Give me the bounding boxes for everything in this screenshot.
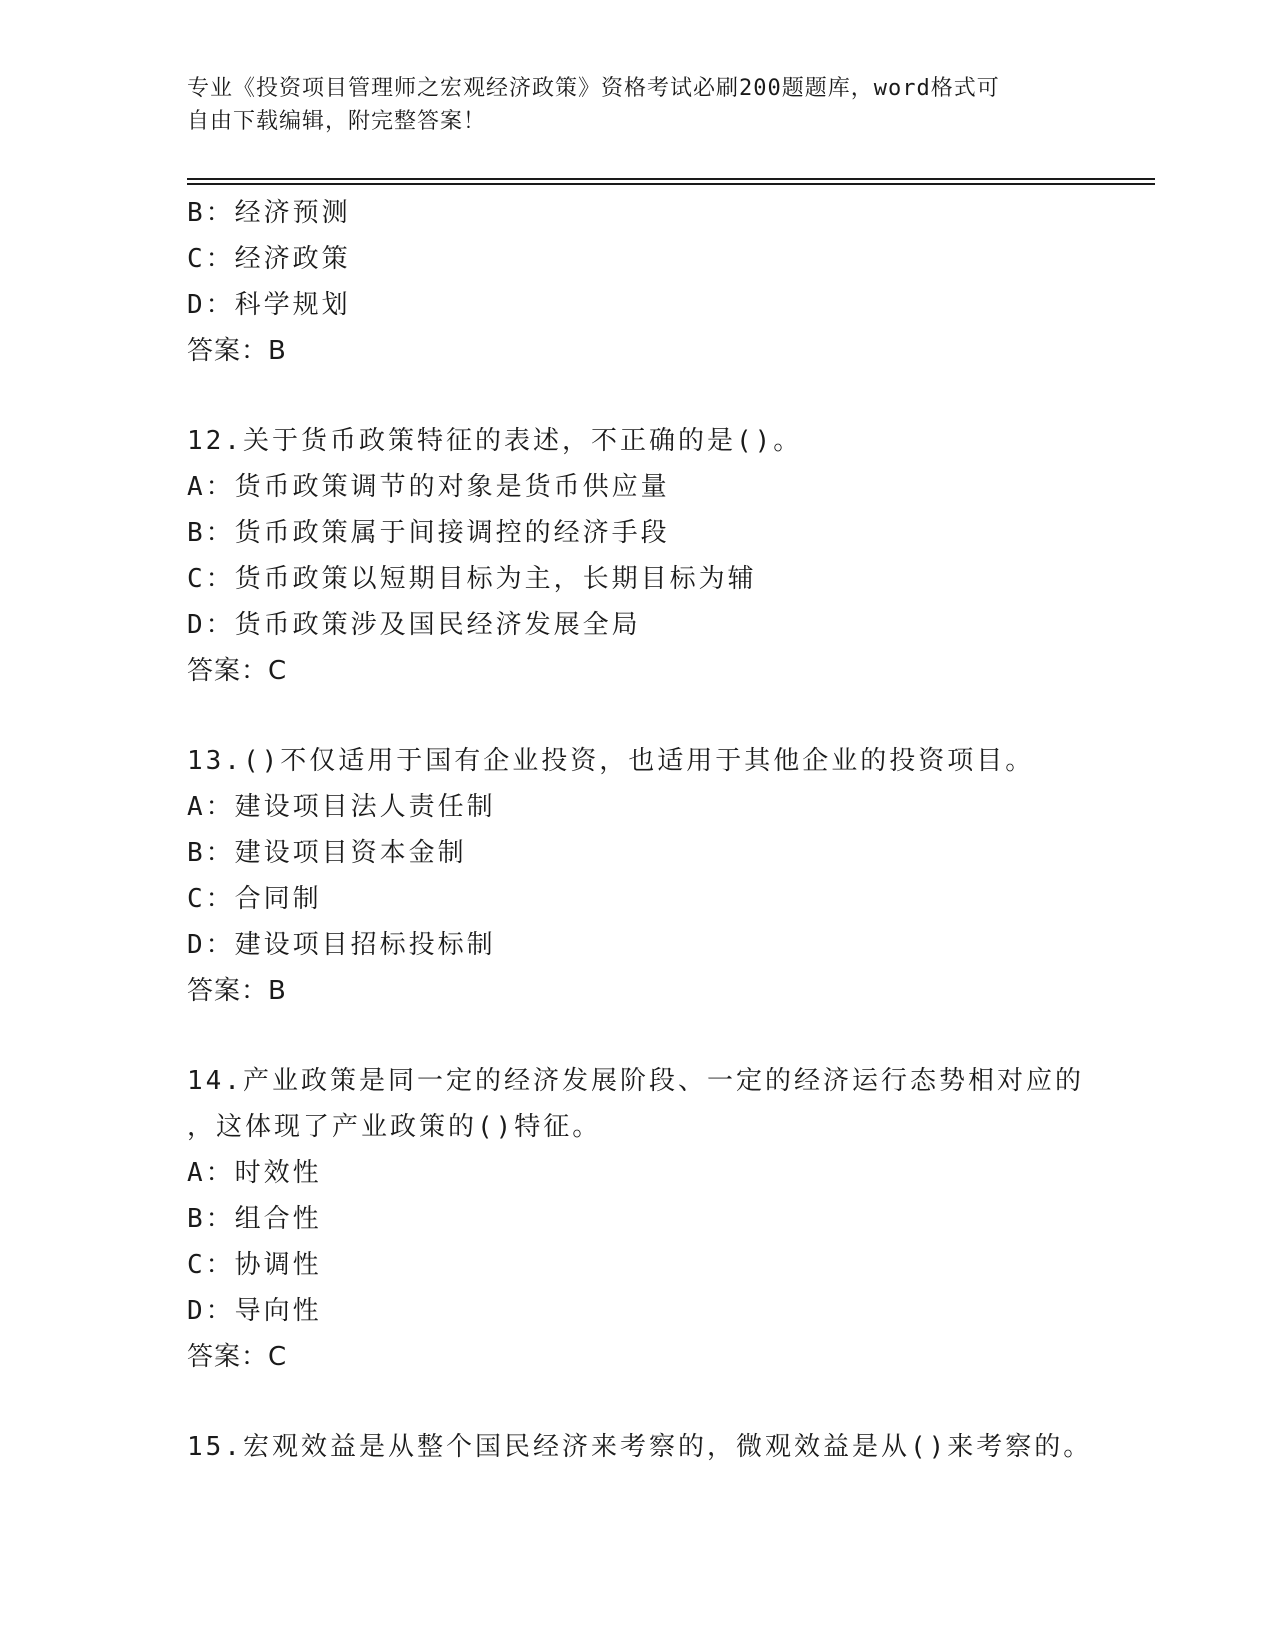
header-line-1: 专业《投资项目管理师之宏观经济政策》资格考试必刷200题题库，word格式可 <box>187 76 1000 101</box>
header-divider-top <box>187 178 1155 180</box>
question-stem: 12.关于货币政策特征的表述，不正确的是()。 <box>187 426 803 456</box>
question-15 <box>187 1424 1093 1470</box>
option-a: A：建设项目法人责任制 <box>187 792 496 822</box>
option-d: D：科学规划 <box>187 290 351 320</box>
answer: 答案：C <box>187 656 288 686</box>
answer: 答案：C <box>187 1342 288 1372</box>
question-11-continuation <box>187 190 1087 374</box>
header-divider-bottom <box>187 183 1155 185</box>
option-c: C：货币政策以短期目标为主，长期目标为辅 <box>187 564 757 594</box>
question-14 <box>187 1058 1087 1380</box>
question-stem: 14.产业政策是同一定的经济发展阶段、一定的经济运行态势相对应的 <box>187 1066 1084 1096</box>
option-b: B：建设项目资本金制 <box>187 838 467 868</box>
question-stem: 15.宏观效益是从整个国民经济来考察的，微观效益是从()来考察的。 <box>187 1432 1093 1462</box>
option-b: B：组合性 <box>187 1204 322 1234</box>
question-stem: 13.()不仅适用于国有企业投资，也适用于其他企业的投资项目。 <box>187 746 1035 776</box>
option-d: D：建设项目招标投标制 <box>187 930 496 960</box>
option-b: B：货币政策属于间接调控的经济手段 <box>187 518 670 548</box>
option-d: D：货币政策涉及国民经济发展全局 <box>187 610 641 640</box>
option-c: C：经济政策 <box>187 244 351 274</box>
document-header <box>187 72 1067 138</box>
option-b: B：经济预测 <box>187 198 351 228</box>
option-c: C：协调性 <box>187 1250 322 1280</box>
header-line-2: 自由下载编辑，附完整答案！ <box>187 109 487 134</box>
answer: 答案：B <box>187 976 287 1006</box>
option-a: A：货币政策调节的对象是货币供应量 <box>187 472 670 502</box>
question-12 <box>187 418 1087 694</box>
option-d: D：导向性 <box>187 1296 322 1326</box>
option-c: C：合同制 <box>187 884 322 914</box>
question-list <box>187 190 1093 1470</box>
question-13 <box>187 738 1087 1014</box>
question-stem-continued: ，这体现了产业政策的()特征。 <box>187 1112 602 1142</box>
answer: 答案：B <box>187 336 287 366</box>
option-a: A：时效性 <box>187 1158 322 1188</box>
